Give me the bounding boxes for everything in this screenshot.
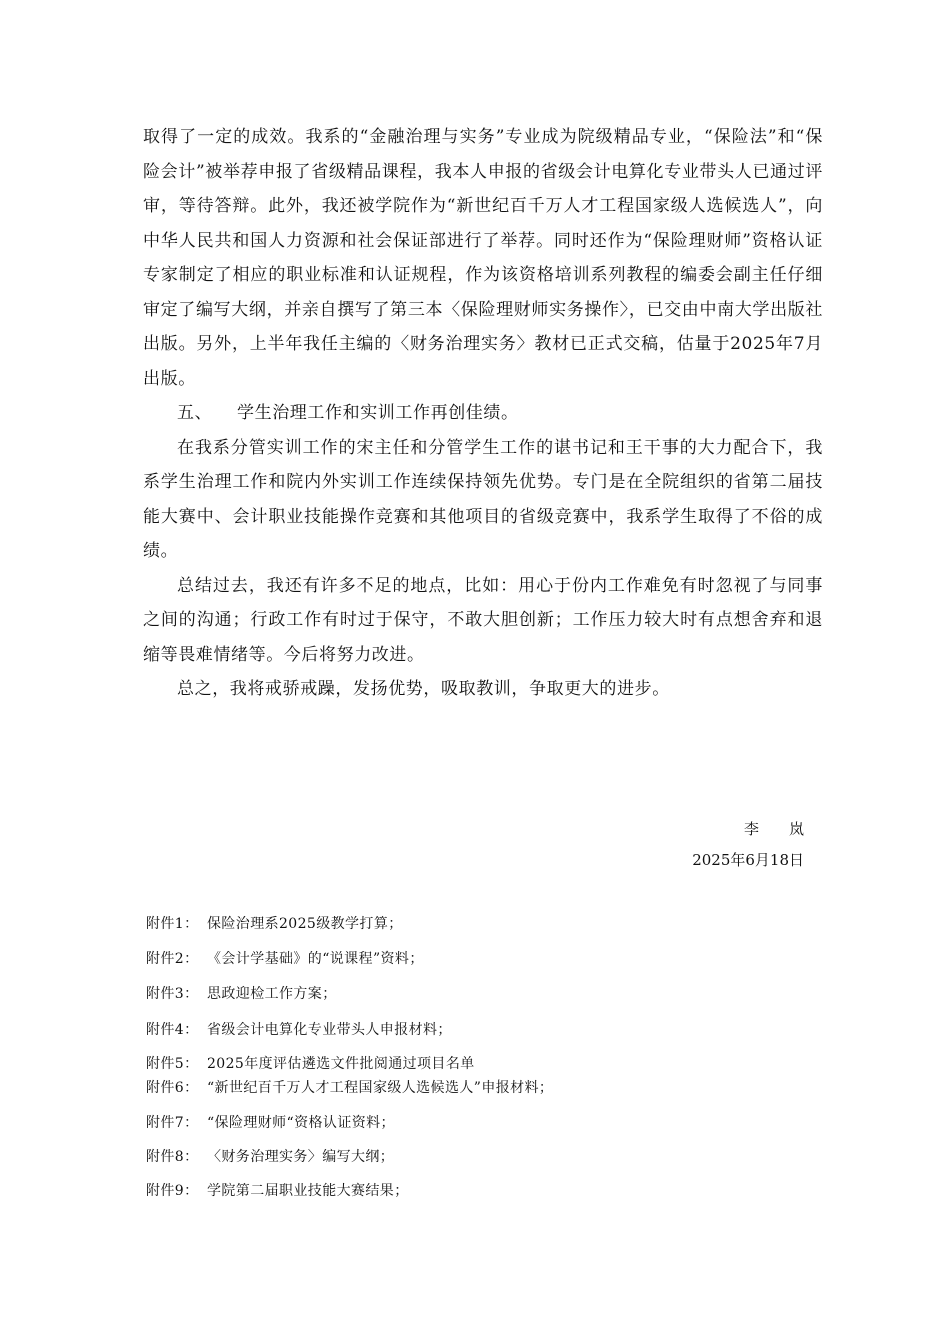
attachment-item (146, 1053, 475, 1073)
attachment-item (146, 983, 337, 1003)
section-number: 五、 (177, 403, 213, 423)
attachment-text: 思政迎检工作方案； (207, 986, 337, 1002)
attachment-label: 附件6： (146, 1080, 199, 1096)
attachment-label: 附件9： (146, 1183, 199, 1199)
paragraph-achievements: 取得了一定的成效。我系的“金融治理与实务”专业成为院级精品专业，“保险法”和“保险会计”被举荐申报了省级精品课程，我本人申报的省级会计电算化专业带头人已通过评审，等待答辩。此外，我还被学院作为“新世纪百千万人才工程国家级人选候选人”，向中华人民共和国人力资源和社会保证部进行了举荐。同时还作为“保险理财师”资格认证专家制定了相应的职业标准和认证规程，作为该资格培训系列教程的编委会副主任仔细审定了编写大纲，并亲自撰写了第三本〈保险理财师实务操作〉，已交由中南大学出版社出版。另外，上半年我任主编的〈财务治理实务〉教材已正式交稿，估量于2025年7月出版。 (143, 127, 823, 389)
attachment-item (146, 1019, 452, 1039)
attachment-label: 附件7： (146, 1115, 199, 1131)
attachment-text: 保险治理系2025级教学打算； (207, 916, 403, 932)
attachment-item (146, 1180, 409, 1200)
signature-block (692, 814, 834, 876)
attachment-text: 省级会计电算化专业带头人申报材料； (207, 1022, 452, 1038)
paragraph-shortcomings: 总结过去，我还有许多不足的地点，比如：用心于份内工作难免有时忽视了与同事之间的沟通；行政工作有时过于保守，不敢大胆创新；工作压力较大时有点想舍弃和退缩等畏难情绪等。今后将努力改进。 (143, 575, 823, 665)
attachment-text: 《会计学基础》的“说课程”资料； (207, 951, 424, 967)
attachment-item (146, 1146, 394, 1166)
paragraph-conclusion: 总之，我将戒骄戒躁，发扬优势，吸取教训，争取更大的进步。 (177, 679, 670, 699)
attachment-text: “新世纪百千万人才工程国家级人选候选人”申报材料； (207, 1080, 554, 1096)
attachment-label: 附件1： (146, 916, 199, 932)
attachment-item (146, 948, 424, 968)
section-title: 学生治理工作和实训工作再创佳绩。 (237, 403, 519, 423)
attachment-label: 附件3： (146, 986, 199, 1002)
attachment-item (146, 1112, 395, 1132)
signature-date: 2025年6月18日 (692, 851, 804, 869)
attachment-text: 2025年度评估遴选文件批阅通过项目名单 (207, 1056, 475, 1072)
attachment-label: 附件8： (146, 1149, 199, 1165)
attachment-label: 附件4： (146, 1022, 199, 1038)
attachment-text: “保险理财师“资格认证资料； (207, 1115, 395, 1131)
letter-body (143, 120, 823, 707)
attachment-item (146, 913, 403, 933)
section-heading-5 (143, 396, 823, 431)
signature-name: 李岚 (743, 820, 834, 838)
attachment-label: 附件5： (146, 1056, 199, 1072)
attachment-text: 学院第二届职业技能大赛结果； (207, 1183, 409, 1199)
paragraph-student-management: 在我系分管实训工作的宋主任和分管学生工作的谌书记和王干事的大力配合下，我系学生治理工作和院内外实训工作连续保持领先优势。专门是在全院组织的省第二届技能大赛中、会计职业技能操作竞赛和其他项目的省级竞赛中，我系学生取得了不俗的成绩。 (143, 437, 823, 561)
attachment-label: 附件2： (146, 951, 199, 967)
attachment-text: 〈财务治理实务〉编写大纲； (207, 1149, 395, 1165)
attachment-item (146, 1077, 553, 1097)
